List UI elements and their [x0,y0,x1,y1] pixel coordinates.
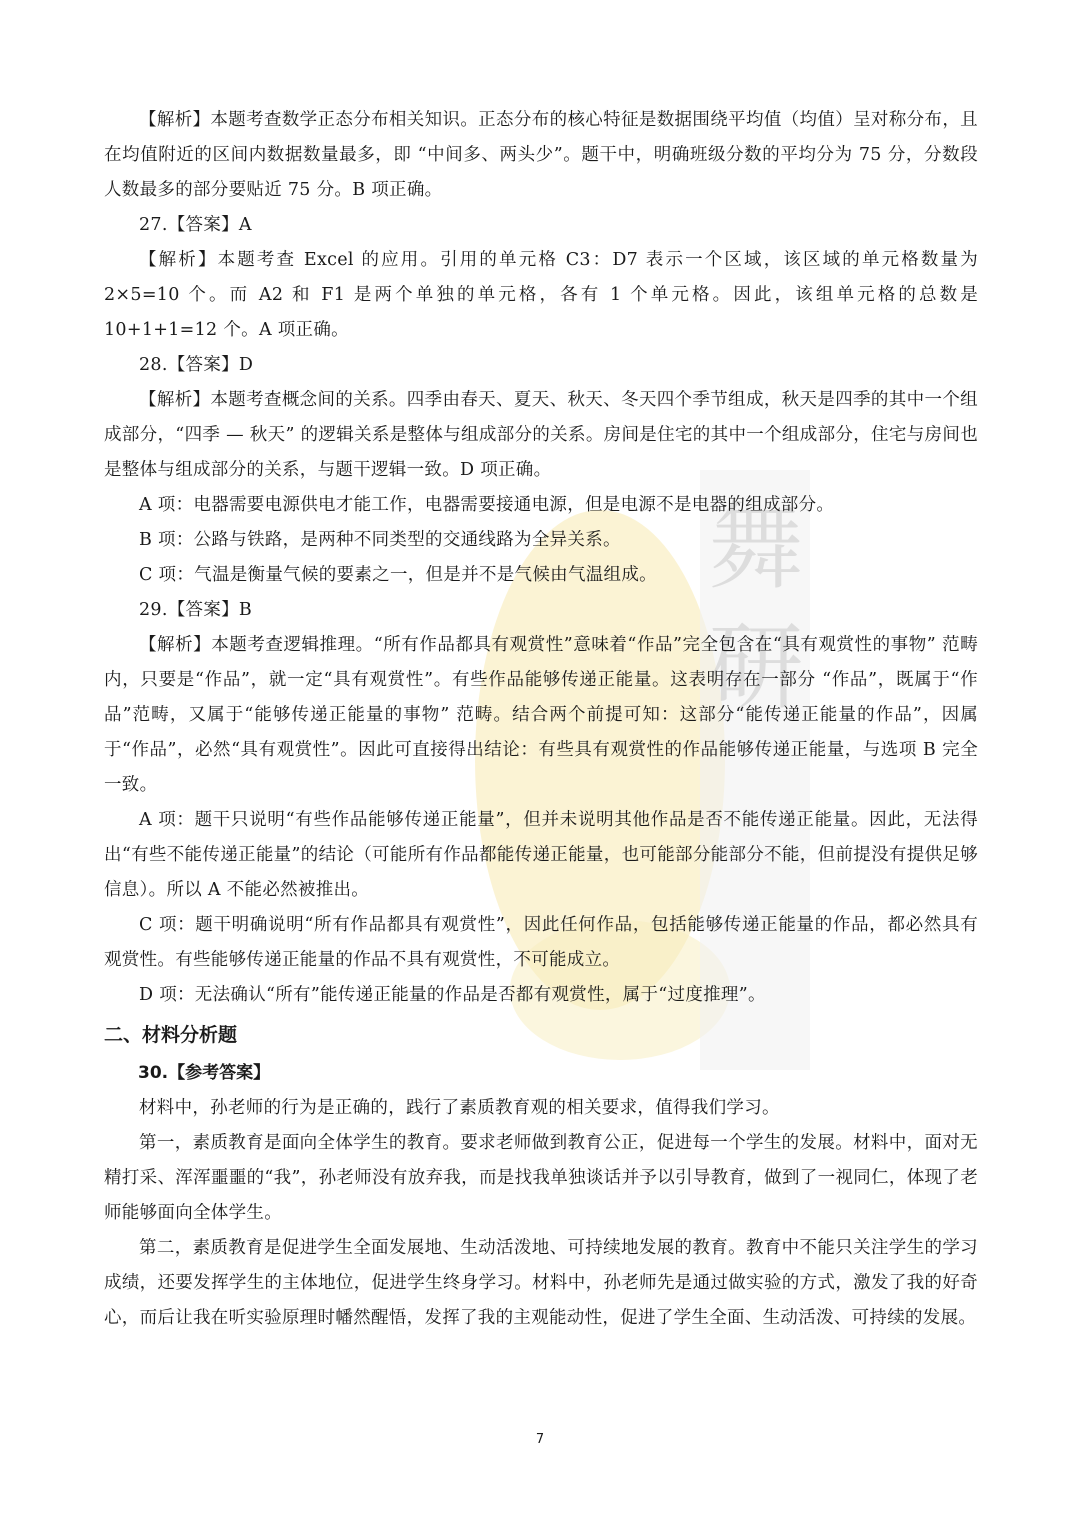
answer-29: 29.【答案】B [139,600,253,620]
analysis-29: 【解析】本题考查逻辑推理。“所有作品都具有观赏性”意味着“作品”完全包含在“具有观赏性的事物” 范畴内，只要是“作品”，就一定“具有观赏性”。有些作品能够传递正能量。这表明存在一部分 “作品”，既属于“作品”范畴，又属于“能够传递正能量的事物” 范畴。结合两个前提可知：这部分“能传递正能量的作品”，因属于“作品”，必然“具有观赏性”。因此可直接得出结论：有些具有观赏性的作品能够传递正能量，与选项 B 完全一致。 [104,635,978,795]
svg-text:研: 研 [708,613,804,723]
analysis-26: 【解析】本题考查数学正态分布相关知识。正态分布的核心特征是数据围绕平均值（均值）呈对称分布，且在均值附近的区间内数据数量最多，即 “中间多、两头少”。题干中，明确班级分数的平均分为 75 分，分数段人数最多的部分要贴近 75 分。B 项正确。 [104,110,978,200]
reference-answer-heading: 30.【参考答案】 [138,1063,271,1083]
material-paragraph-3: 第二，素质教育是促进学生全面发展地、生动活泼地、可持续地发展的教育。教育中不能只关注学生的学习成绩，还要发挥学生的主体地位，促进学生终身学习。材料中，孙老师先是通过做实验的方式，激发了我的好奇心，而后让我在听实验原理时幡然醒悟，发挥了我的主观能动性，促进了学生全面、生动活泼、可持续的发展。 [104,1238,978,1328]
material-paragraph-2: 第一，素质教育是面向全体学生的教育。要求老师做到教育公正，促进每一个学生的发展。材料中，面对无精打采、浑浑噩噩的“我”，孙老师没有放弃我，而是找我单独谈话并予以引导教育，做到了一视同仁，体现了老师能够面向全体学生。 [104,1133,978,1223]
option-c-29: C 项：题干明确说明“所有作品都具有观赏性”，因此任何作品，包括能够传递正能量的作品，都必然具有观赏性。有些能够传递正能量的作品不具有观赏性，不可能成立。 [104,915,978,970]
option-c-28: C 项：气温是衡量气候的要素之一，但是并不是气候由气温组成。 [139,565,657,585]
document-body [104,103,978,1336]
svg-text:舞: 舞 [708,493,804,603]
option-a-29: A 项：题干只说明“有些作品能够传递正能量”，但并未说明其他作品是否不能传递正能量。因此，无法得出“有些不能传递正能量”的结论（可能所有作品都能传递正能量，也可能部分能部分不能，但前提没有提供足够信息）。所以 A 不能必然被推出。 [104,810,978,900]
option-d-29: D 项：无法确认“所有”能传递正能量的作品是否都有观赏性，属于“过度推理”。 [139,985,766,1005]
answer-28: 28.【答案】D [139,355,254,375]
page-number: 7 [535,1432,545,1447]
option-a-28: A 项：电器需要电源供电才能工作，电器需要接通电源，但是电源不是电器的组成部分。 [139,495,835,515]
analysis-27: 【解析】本题考查 Excel 的应用。引用的单元格 C3：D7 表示一个区域，该区域的单元格数量为 2×5=10 个。而 A2 和 F1 是两个单独的单元格，各有 1 个单元格。因此，该组单元格的总数是 10+1+1=12 个。A 项正确。 [104,250,978,340]
material-paragraph-1: 材料中，孙老师的行为是正确的，践行了素质教育观的相关要求，值得我们学习。 [139,1098,780,1118]
option-b-28: B 项：公路与铁路，是两种不同类型的交通线路为全异关系。 [139,530,621,550]
section-heading: 二、材料分析题 [104,1024,238,1046]
answer-27: 27.【答案】A [139,215,252,235]
analysis-28: 【解析】本题考查概念间的关系。四季由春天、夏天、秋天、冬天四个季节组成，秋天是四季的其中一个组成部分，“四季 — 秋天” 的逻辑关系是整体与组成部分的关系。房间是住宅的其中一个组成部分，住宅与房间也是整体与组成部分的关系，与题干逻辑一致。D 项正确。 [104,390,978,480]
